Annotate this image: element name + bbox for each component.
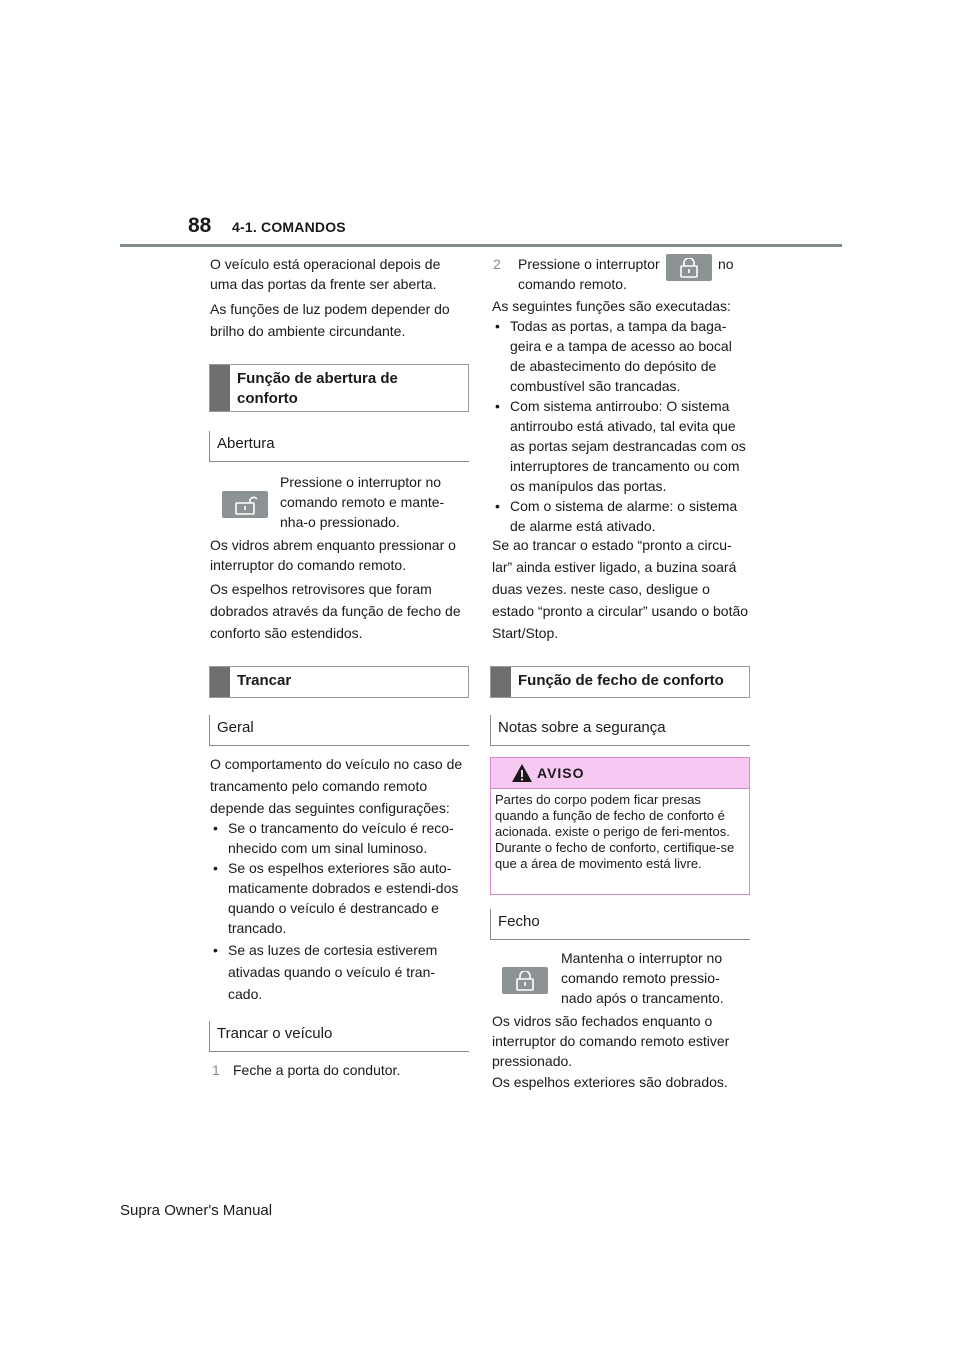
header-rule (120, 244, 842, 247)
step-text: Feche a porta do condutor. (233, 1062, 401, 1078)
warning-header (491, 758, 749, 789)
close-paragraph-2: Os espelhos exteriores são dobrados. (492, 1074, 728, 1090)
subsection-safety (490, 715, 750, 746)
section-comfort-opening (209, 364, 469, 412)
section-title: Função de fecho de conforto (518, 672, 724, 689)
intro-paragraph-1: O veículo está operacional depois de uma das portas da frente ser aberta. (210, 256, 441, 292)
lock-key-icon (666, 254, 712, 281)
section-title: Trancar (237, 672, 292, 689)
section-comfort-closing (490, 666, 750, 698)
list-item: • Com sistema antirroubo: O sistema antirroubo está ativado, tal evita que as portas sejam destrancadas com os interruptores de trancamento ou com os manípulos das portas. (492, 396, 748, 496)
section-bar (210, 667, 230, 697)
warning-text: Partes do corpo podem ficar presas quando a função de fecho de conforto é acionada. existe o perigo de feri-mentos. Durante o fecho de conforto, certifique-se que a área de movimento está livre. (495, 792, 735, 871)
list-item: • Se os espelhos exteriores são auto-maticamente dobrados e estendi-dos quando o veículo é destrancado e trancado. (210, 858, 468, 938)
footer-title: Supra Owner's Manual (120, 1202, 273, 1219)
list-item: • Se o trancamento do veículo é reco-nhecido com um sinal luminoso. (210, 818, 468, 858)
step-text: Pressione o interruptor (518, 256, 660, 272)
list-item: • Se as luzes de cortesia estiverem ativadas quando o veículo é tran-cado. (210, 939, 468, 1005)
subsection-title: Geral (217, 719, 254, 736)
subsection-title: Abertura (217, 435, 275, 452)
section-title: Função de abertura de conforto (237, 370, 398, 407)
open-key-instruction: Pressione o interruptor no comando remoto e mante-nha-o pressionado. (280, 474, 445, 530)
section-bar (491, 667, 511, 697)
close-key-instruction: Mantenha o interruptor no comando remoto pressio-nado após o trancamento. (561, 950, 724, 1006)
intro-paragraph-2: As funções de luz podem depender do brilho do ambiente circundante. (210, 301, 450, 339)
warning-triangle-icon (511, 763, 533, 783)
subsection-closing (490, 909, 750, 940)
functions-intro: As seguintes funções são executadas: (492, 298, 731, 314)
subsection-opening (209, 431, 469, 462)
lock-icon (678, 258, 700, 278)
warning-box (490, 757, 750, 895)
lock-key-icon (502, 967, 548, 994)
ready-to-drive-paragraph: Se ao trancar o estado “pronto a circu-lar” ainda estiver ligado, a buzina soará duas vezes. neste caso, desligue o estado “pronto a circular” usando o botão Start/Stop. (492, 537, 749, 641)
list-item: • Todas as portas, a tampa da baga-geira e a tampa de acesso ao bocal de abastecimento do depósito de combustível são trancadas. (492, 316, 748, 396)
close-paragraph-1: Os vidros são fechados enquanto o interruptor do comando remoto estiver pressionado. (492, 1013, 730, 1069)
step-number: 1 (212, 1062, 220, 1078)
open-paragraph-2: Os espelhos retrovisores que foram dobrados através da função de fecho de conforto são estendidos. (210, 581, 461, 641)
step-text-suffix: no (718, 256, 734, 272)
functions-bullet-list (492, 316, 748, 536)
subsection-title: Notas sobre a segurança (498, 719, 666, 736)
step-number: 2 (493, 256, 501, 272)
warning-title: AVISO (537, 765, 585, 781)
unlock-icon (233, 495, 257, 515)
chapter-title: 4-1. COMANDOS (232, 219, 346, 235)
list-item: • Com o sistema de alarme: o sistema de alarme está ativado. (492, 496, 748, 536)
subsection-title: Trancar o veículo (217, 1025, 333, 1042)
subsection-lock-vehicle (209, 1021, 469, 1052)
page-number: 88 (188, 214, 212, 237)
subsection-general (209, 715, 469, 746)
section-lock (209, 666, 469, 698)
step-text-continued: comando remoto. (518, 276, 627, 292)
subsection-title: Fecho (498, 913, 540, 930)
open-paragraph-1: Os vidros abrem enquanto pressionar o interruptor do comando remoto. (210, 537, 456, 573)
general-paragraph: O comportamento do veículo no caso de trancamento pelo comando remoto depende das seguintes configurações: (210, 756, 463, 816)
general-bullet-list (210, 818, 468, 1005)
unlock-key-icon (222, 491, 268, 518)
section-bar (210, 365, 230, 411)
lock-icon (514, 971, 536, 991)
